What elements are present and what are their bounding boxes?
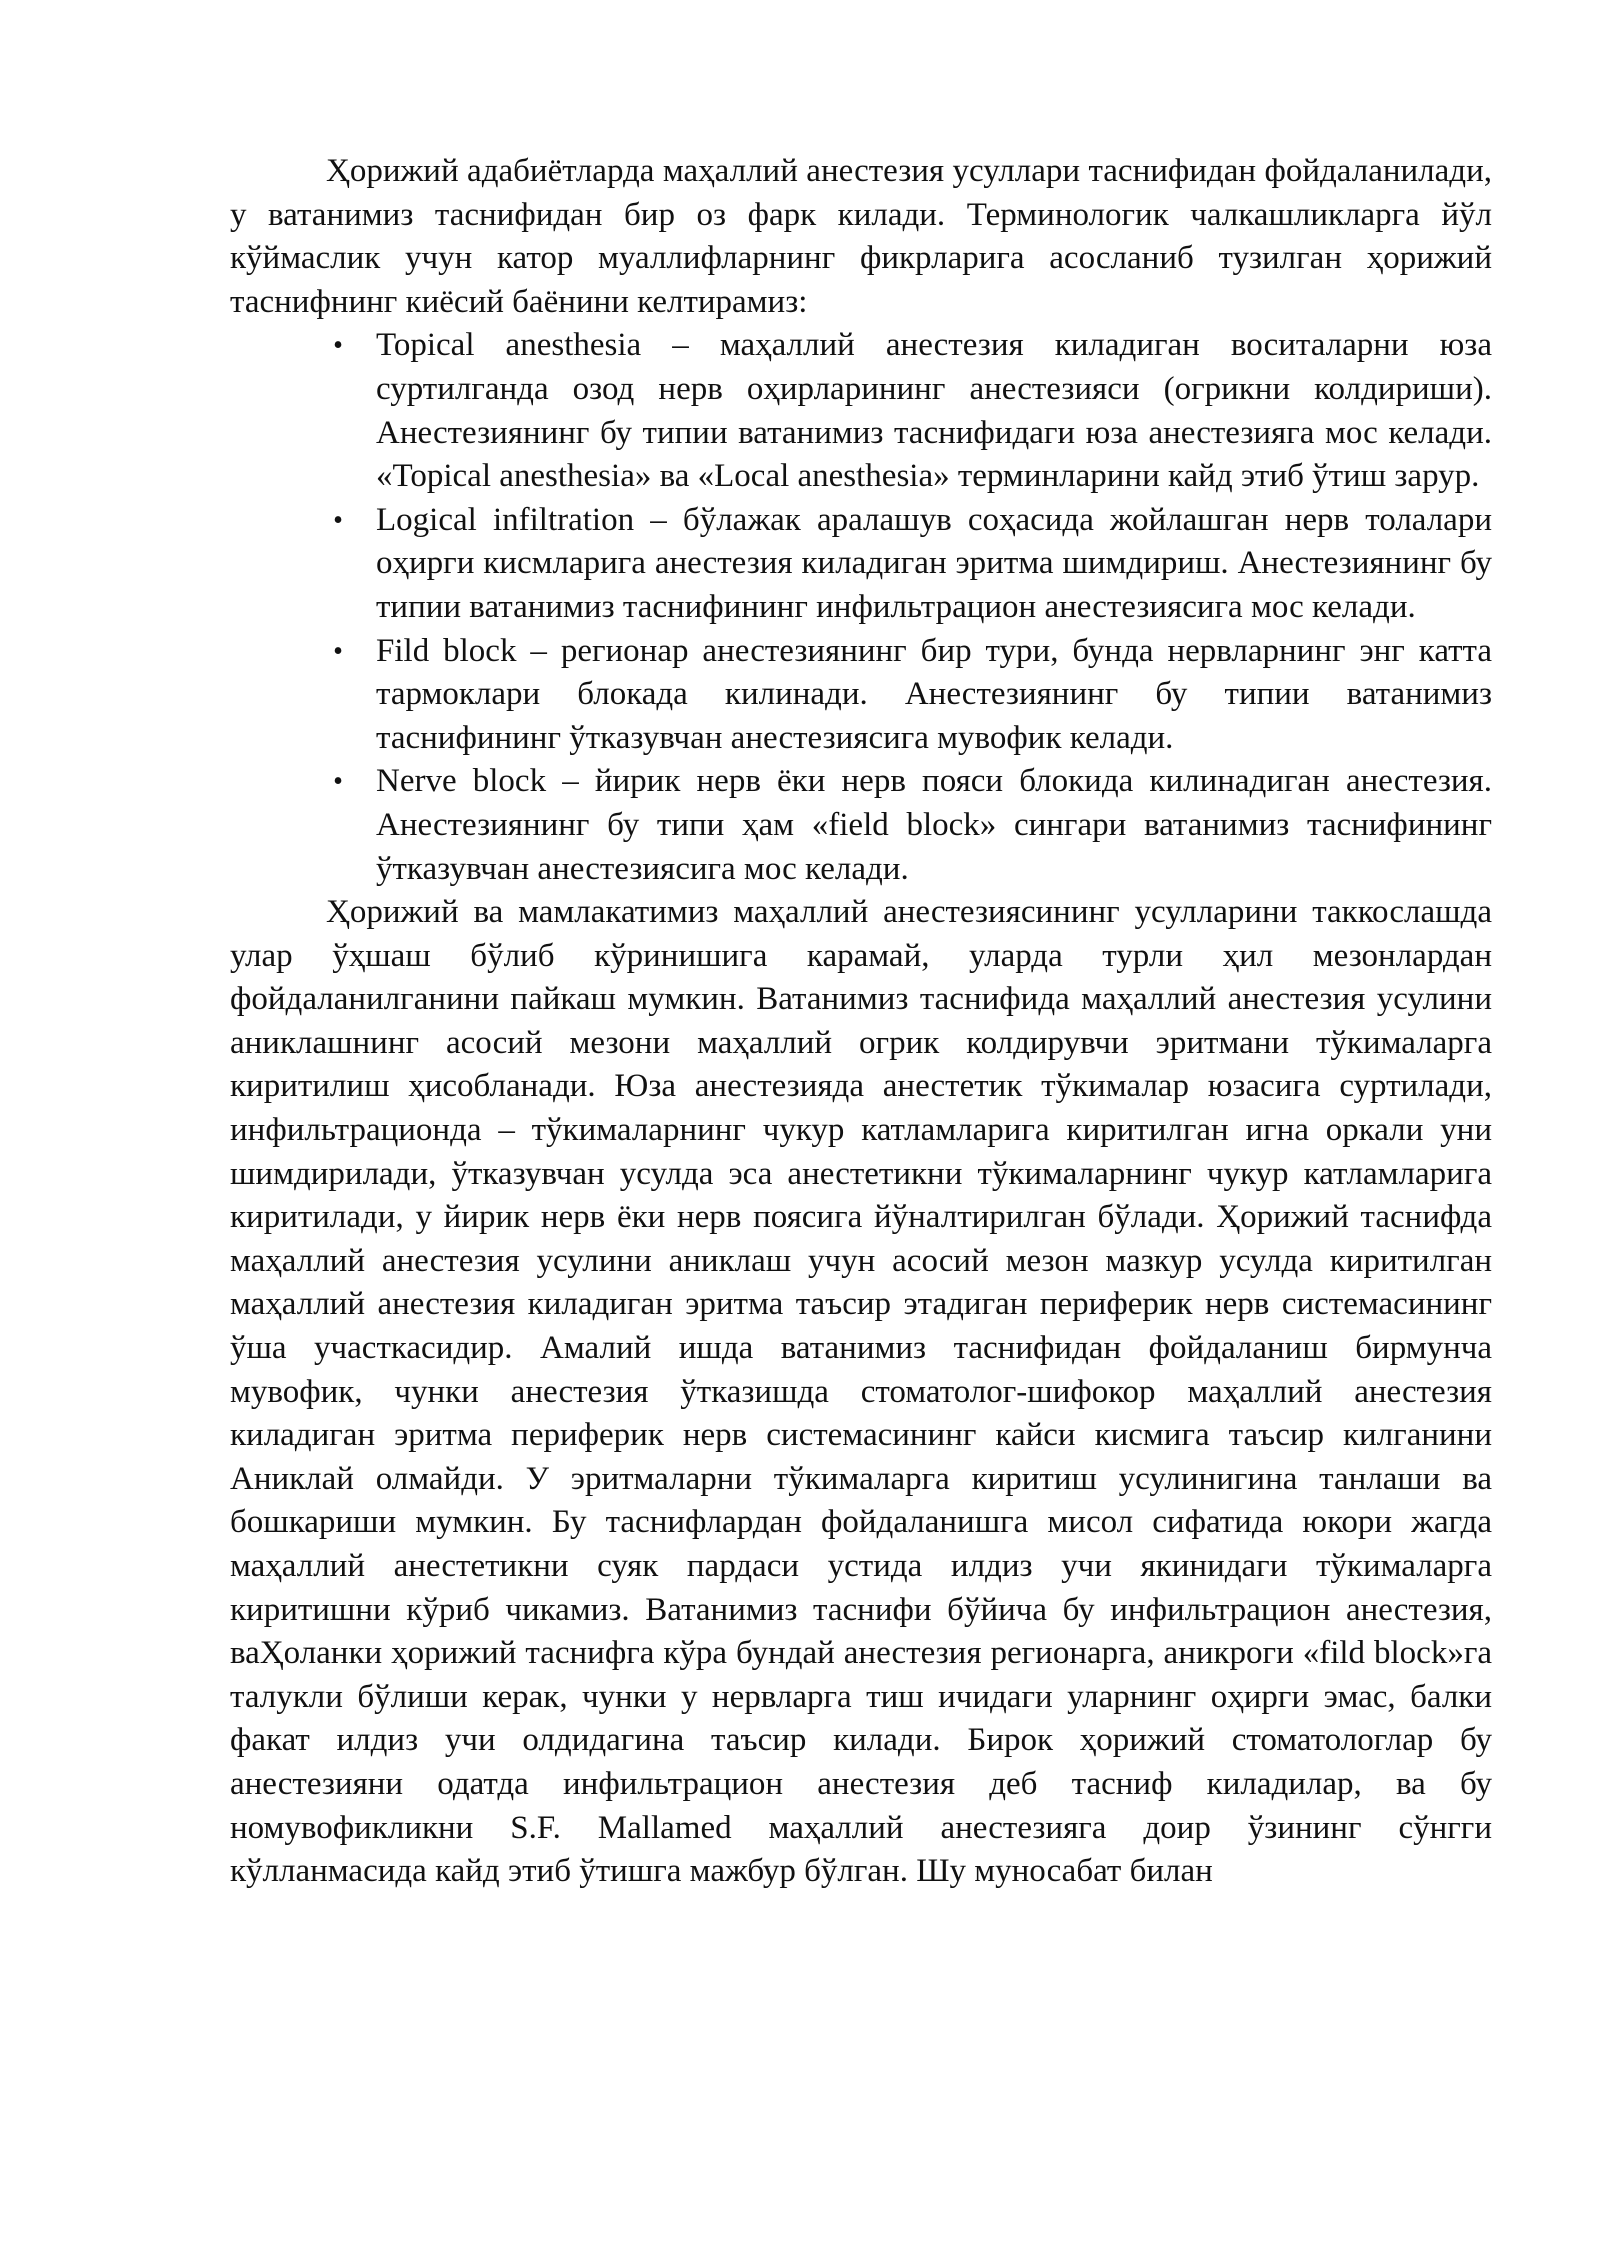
- list-item: [333, 760, 1492, 891]
- list-item: [333, 499, 1492, 630]
- bullet-text: Fild block – регионар анестезиянинг бир тури, бунда нервларнинг энг катта тармоклари блокада килинади. Анестезиянинг бу типии ватанимиз таснифининг ўтказувчан анестезиясига мувофик келади.: [376, 632, 1492, 756]
- bullet-icon: •: [333, 330, 343, 362]
- bullet-text: Nerve block – йирик нерв ёки нерв пояси блокида килинадиган анестезия. Анестезиянинг бу типи ҳам «field block» сингари ватанимиз таснифининг ўтказувчан анестезиясига мос келади.: [376, 763, 1492, 887]
- bullet-list: [230, 324, 1492, 891]
- bullet-text: Topical anesthesia – маҳаллий анестезия киладиган воситаларни юза суртилганда озод нерв оҳирларининг анестезияси (огрикни колдириши). Анестезиянинг бу типии ватанимиз таснифидаги юза анестезияга мос келади. «Topical anesthesia» ва «Local anesthesia» терминларини кайд этиб ўтиш зарур.: [376, 327, 1492, 495]
- document-page: [230, 150, 1492, 1894]
- list-item: [333, 324, 1492, 498]
- intro-paragraph: Ҳорижий адабиётларда маҳаллий анестезия усуллари таснифидан фойдаланилади, у ватанимиз таснифидан бир оз фарк килади. Терминологик чалкашликларга йўл кўймаслик учун катор муаллифларнинг фикрларига асосланиб тузилган ҳорижий таснифнинг киёсий баёнини келтирамиз:: [230, 153, 1492, 320]
- bullet-icon: •: [333, 635, 343, 667]
- main-paragraph: Ҳорижий ва мамлакатимиз маҳаллий анестезиясининг усулларини таккослашда улар ўҳшаш бўлиб кўринишига карамай, уларда турли ҳил мезонлардан фойдаланилганини пайкаш мумкин. Ватанимиз таснифида маҳаллий анестезия усулини аниклашнинг асосий мезони маҳаллий огрик колдирувчи эритмани тўкималарга киритилиш ҳисобланади. Юза анестезияда анестетик тўкималар юзасига суртилади, инфильтрационда – тўкималарнинг чукур катламларига киритилган игна оркали уни шимдирилади, ўтказувчан усулда эса анестетикни тўкималарнинг чукур катламларига киритилади, у йирик нерв ёки нерв поясига йўналтирилган бўлади. Ҳорижий таснифда маҳаллий анестезия усулини аниклаш учун асосий мезон мазкур усулда киритилган маҳаллий анестезия киладиган эритма таъсир этадиган периферик нерв системасининг ўша участкасидир. Амалий ишда ватанимиз таснифидан фойдаланиш бирмунча мувофик, чунки анестезия ўтказишда стоматолог-шифокор маҳаллий анестезия киладиган эритма периферик нерв системасининг кайси кисмига таъсир килганини Аниклай олмайди. У эритмаларни тўкималарга киритиш усулинигина танлаши ва бошкариши мумкин. Бу таснифлардан фойдаланишга мисол сифатида юкори жагда маҳаллий анестетикни суяк пардаси устида илдиз учи якинидаги тўкималарга киритишни кўриб чикамиз. Ватанимиз таснифи бўйича бу инфильтрацион анестезия, ваҲоланки ҳорижий таснифга кўра бундай анестезия регионарга, аникроги «fild block»га талукли бўлиши керак, чунки у нервларга тиш ичидаги уларнинг оҳирги эмас, балки факат илдиз учи олдидагина таъсир килади. Бирок ҳорижий стоматологлар бу анестезияни одатда инфильтрацион анестезия деб тасниф киладилар, ва бу номувофикликни S.F. Mallamed маҳаллий анестезияга доир ўзининг сўнгги кўлланмасида кайд этиб ўтишга мажбур бўлган. Шу муносабат билан: [230, 894, 1492, 1890]
- list-item: [333, 630, 1492, 761]
- bullet-text: Logical infiltration – бўлажак аралашув соҳасида жойлашган нерв толалари оҳирги кисмларига анестезия киладиган эритма шимдириш. Анестезиянинг бу типии ватанимиз таснифининг инфильтрацион анестезиясига мос келади.: [376, 501, 1492, 625]
- bullet-icon: •: [333, 504, 343, 536]
- bullet-icon: •: [333, 766, 343, 798]
